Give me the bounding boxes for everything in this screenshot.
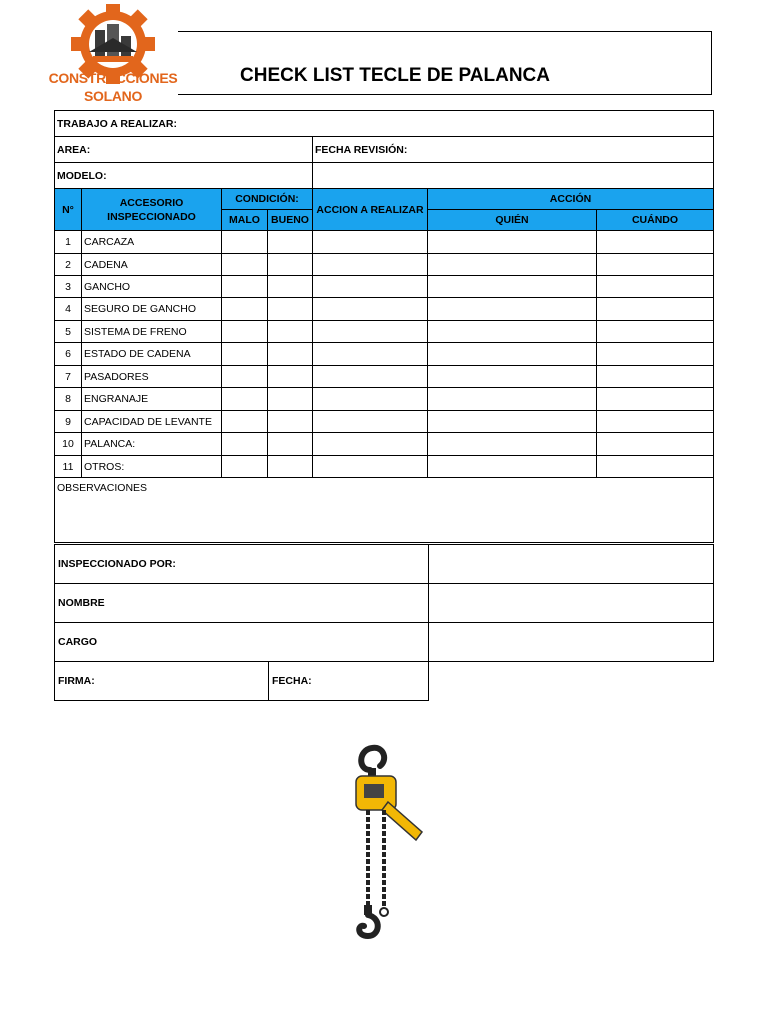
item-number: 3 — [55, 276, 82, 298]
table-row — [55, 321, 714, 343]
cuando-cell[interactable] — [597, 433, 714, 456]
bueno-cell[interactable] — [268, 366, 313, 388]
col-header-accion-realizar: ACCION A REALIZAR — [313, 189, 428, 231]
modelo-field[interactable]: MODELO: — [55, 163, 313, 189]
accion-cell[interactable] — [313, 388, 428, 411]
company-logo — [48, 4, 178, 108]
lever-hoist-image — [330, 740, 440, 940]
item-label: ESTADO DE CADENA — [82, 343, 222, 366]
bueno-cell[interactable] — [268, 231, 313, 254]
col-header-malo: MALO — [222, 210, 268, 231]
malo-cell[interactable] — [222, 388, 268, 411]
item-number: 8 — [55, 388, 82, 411]
quien-cell[interactable] — [428, 366, 597, 388]
quien-cell[interactable] — [428, 231, 597, 254]
empty-cell — [429, 662, 714, 701]
observaciones-field[interactable]: OBSERVACIONES — [55, 478, 714, 543]
table-row — [55, 231, 714, 254]
col-header-accesorio: ACCESORIO INSPECCIONADO — [82, 189, 222, 231]
cuando-cell[interactable] — [597, 456, 714, 478]
item-number: 2 — [55, 254, 82, 276]
modelo-extra-cell[interactable] — [313, 163, 714, 189]
malo-cell[interactable] — [222, 411, 268, 433]
item-label: GANCHO — [82, 276, 222, 298]
item-number: 11 — [55, 456, 82, 478]
malo-cell[interactable] — [222, 254, 268, 276]
cuando-cell[interactable] — [597, 388, 714, 411]
malo-cell[interactable] — [222, 366, 268, 388]
accion-cell[interactable] — [313, 411, 428, 433]
cuando-cell[interactable] — [597, 231, 714, 254]
cuando-cell[interactable] — [597, 366, 714, 388]
quien-cell[interactable] — [428, 298, 597, 321]
quien-cell[interactable] — [428, 343, 597, 366]
malo-cell[interactable] — [222, 276, 268, 298]
malo-cell[interactable] — [222, 321, 268, 343]
brand-name-line2: SOLANO — [83, 88, 143, 104]
accion-cell[interactable] — [313, 276, 428, 298]
item-number: 1 — [55, 231, 82, 254]
page-title: CHECK LIST TECLE DE PALANCA — [240, 65, 550, 86]
table-row — [55, 254, 714, 276]
cuando-cell[interactable] — [597, 298, 714, 321]
accion-cell[interactable] — [313, 231, 428, 254]
quien-cell[interactable] — [428, 276, 597, 298]
quien-cell[interactable] — [428, 411, 597, 433]
item-label: SEGURO DE GANCHO — [82, 298, 222, 321]
item-label: PASADORES — [82, 366, 222, 388]
item-label: CAPACIDAD DE LEVANTE — [82, 411, 222, 433]
cuando-cell[interactable] — [597, 411, 714, 433]
table-row — [55, 298, 714, 321]
col-header-cuando: CUÁNDO — [597, 210, 714, 231]
item-number: 6 — [55, 343, 82, 366]
nombre-value[interactable] — [429, 584, 714, 623]
malo-cell[interactable] — [222, 343, 268, 366]
item-number: 5 — [55, 321, 82, 343]
table-row — [55, 276, 714, 298]
cuando-cell[interactable] — [597, 343, 714, 366]
cuando-cell[interactable] — [597, 321, 714, 343]
quien-cell[interactable] — [428, 388, 597, 411]
item-label: OTROS: — [82, 456, 222, 478]
item-label: ENGRANAJE — [82, 388, 222, 411]
item-number: 4 — [55, 298, 82, 321]
bueno-cell[interactable] — [268, 298, 313, 321]
accion-cell[interactable] — [313, 366, 428, 388]
table-row — [55, 388, 714, 411]
quien-cell[interactable] — [428, 433, 597, 456]
area-field[interactable]: AREA: — [55, 137, 313, 163]
item-label: SISTEMA DE FRENO — [82, 321, 222, 343]
accion-cell[interactable] — [313, 343, 428, 366]
quien-cell[interactable] — [428, 254, 597, 276]
bueno-cell[interactable] — [268, 276, 313, 298]
item-number: 10 — [55, 433, 82, 456]
inspeccionado-label: INSPECCIONADO POR: — [55, 545, 429, 584]
accion-cell[interactable] — [313, 254, 428, 276]
accion-cell[interactable] — [313, 298, 428, 321]
table-row — [55, 433, 714, 456]
bueno-cell[interactable] — [268, 388, 313, 411]
title-box — [178, 31, 712, 95]
lever-hoist-icon — [330, 740, 440, 940]
col-header-n: N° — [55, 189, 82, 231]
malo-cell[interactable] — [222, 433, 268, 456]
trabajo-field[interactable]: TRABAJO A REALIZAR: — [55, 111, 714, 137]
inspeccionado-value[interactable] — [429, 545, 714, 584]
bueno-cell[interactable] — [268, 254, 313, 276]
firma-field[interactable]: FIRMA: — [55, 662, 269, 701]
item-label: PALANCA: — [82, 433, 222, 456]
col-header-quien: QUIÉN — [428, 210, 597, 231]
quien-cell[interactable] — [428, 321, 597, 343]
cargo-label: CARGO — [55, 623, 429, 662]
item-number: 7 — [55, 366, 82, 388]
quien-cell[interactable] — [428, 456, 597, 478]
col-header-bueno: BUENO — [268, 210, 313, 231]
col-header-accion: ACCIÓN — [428, 189, 714, 210]
bueno-cell[interactable] — [268, 321, 313, 343]
nombre-label: NOMBRE — [55, 584, 429, 623]
bueno-cell[interactable] — [268, 433, 313, 456]
accion-cell[interactable] — [313, 456, 428, 478]
item-label: CADENA — [82, 254, 222, 276]
fecha-revision-field[interactable]: FECHA REVISIÓN: — [313, 137, 714, 163]
bueno-cell[interactable] — [268, 456, 313, 478]
accion-cell[interactable] — [313, 321, 428, 343]
item-number: 9 — [55, 411, 82, 433]
col-header-condicion: CONDICIÓN: — [222, 189, 313, 210]
table-row — [55, 343, 714, 366]
malo-cell[interactable] — [222, 231, 268, 254]
signature-table — [54, 544, 714, 701]
malo-cell[interactable] — [222, 298, 268, 321]
table-row — [55, 366, 714, 388]
table-row — [55, 411, 714, 433]
malo-cell[interactable] — [222, 456, 268, 478]
fecha-field[interactable]: FECHA: — [269, 662, 429, 701]
cargo-value[interactable] — [429, 623, 714, 662]
bueno-cell[interactable] — [268, 343, 313, 366]
bueno-cell[interactable] — [268, 411, 313, 433]
checklist-table — [54, 110, 714, 543]
brand-name-line1: CONSTRUCCIONES — [48, 70, 178, 86]
item-label: CARCAZA — [82, 231, 222, 254]
cuando-cell[interactable] — [597, 276, 714, 298]
accion-cell[interactable] — [313, 433, 428, 456]
table-row — [55, 456, 714, 478]
cuando-cell[interactable] — [597, 254, 714, 276]
